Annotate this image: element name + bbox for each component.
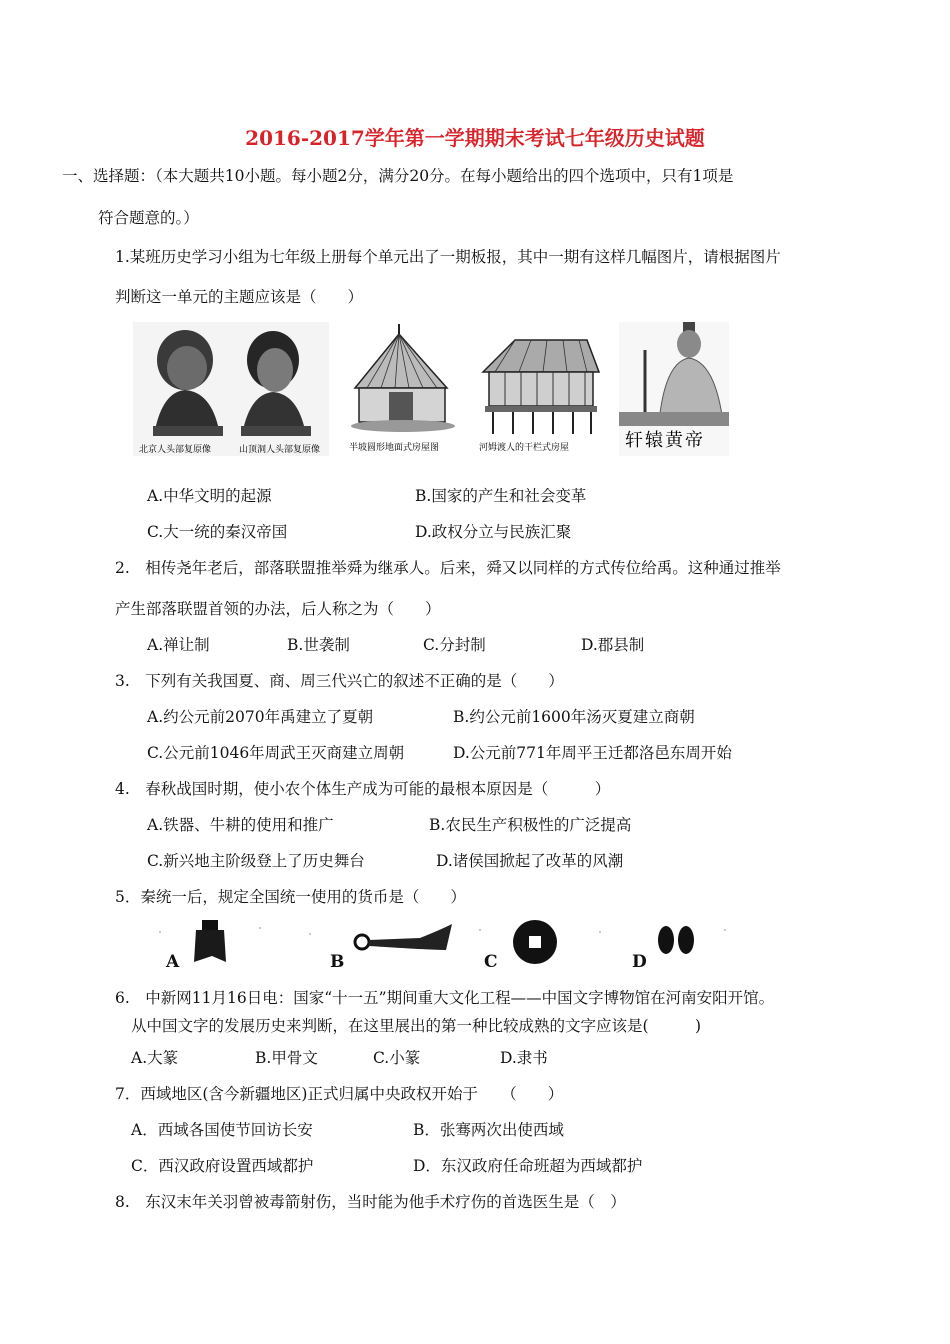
coin-a-spade-icon: [202, 920, 218, 930]
q4-option-b[interactable]: B.农民生产积极性的广泛提高: [429, 816, 632, 834]
caption-banpo-house: 半坡圆形地面式房屋图: [349, 443, 440, 453]
q7-stem: 7．西域地区(含今新疆地区)正式归属中央政权开始于 （ ）: [115, 1085, 564, 1103]
q1-stem: 1.某班历史学习小组为七年级上册每个单元出了一期板报，其中一期有这样几幅图片，请根据图片: [115, 248, 781, 266]
q1-figures: [133, 322, 733, 460]
q7-option-a[interactable]: A．西域各国使节回访长安: [131, 1121, 313, 1139]
q1-option-a[interactable]: A.中华文明的起源: [147, 487, 272, 505]
caption-hemudu-house: 河姆渡人的干栏式房屋: [479, 443, 570, 453]
q4-option-a[interactable]: A.铁器、牛耕的使用和推广: [147, 816, 334, 834]
hemudu-house-illustration: [475, 322, 605, 456]
q8-stem: 8. 东汉末年关羽曾被毒箭射伤，当时能为他手术疗伤的首选医生是（ ）: [115, 1193, 626, 1211]
banpo-house-illustration: [347, 322, 469, 456]
caption-beijing-man: 北京人头部复原像: [139, 445, 212, 455]
q2-option-d[interactable]: D.郡县制: [581, 636, 645, 654]
banpo-house-figure: [347, 322, 469, 456]
q7-option-d[interactable]: D．东汉政府任命班超为西域都护: [413, 1157, 643, 1175]
coin-label-d[interactable]: D: [632, 952, 647, 972]
q7-option-c[interactable]: C．西汉政府设置西域都护: [131, 1157, 314, 1175]
coin-label-a[interactable]: A: [166, 952, 180, 972]
q4-option-c[interactable]: C.新兴地主阶级登上了历史舞台: [147, 852, 365, 870]
q6-stem-cont: 从中国文字的发展历史来判断，在这里展出的第一种比较成熟的文字应该是( ): [131, 1017, 702, 1035]
q2-stem: 2. 相传尧年老后，部落联盟推举舜为继承人。后来，舜又以同样的方式传位给禹。这种通过推举: [115, 559, 781, 577]
q6-stem: 6. 中新网11月16日电：国家“十一五”期间重大文化工程——中国文字博物馆在河南安阳开馆。: [115, 989, 775, 1007]
q2-option-a[interactable]: A.禅让制: [147, 636, 210, 654]
q3-stem: 3. 下列有关我国夏、商、周三代兴亡的叙述不正确的是（ ）: [115, 672, 564, 690]
q6-option-a[interactable]: A.大篆: [131, 1049, 179, 1067]
coin-illustrations: [140, 912, 740, 974]
q4-stem: 4. 春秋战国时期，使小农个体生产成为可能的最根本原因是（ ）: [115, 780, 611, 798]
coin-label-c[interactable]: C: [484, 952, 498, 972]
caption-yellow-emperor: 轩辕黄帝: [625, 430, 705, 451]
q1-option-d[interactable]: D.政权分立与民族汇聚: [415, 523, 572, 541]
q4-option-d[interactable]: D.诸侯国掀起了改革的风潮: [436, 852, 624, 870]
q3-option-d[interactable]: D.公元前771年周平王迁都洛邑东周开始: [453, 744, 732, 762]
section-heading-cont: 符合题意的。）: [98, 209, 199, 227]
yellow-emperor-figure: [619, 322, 729, 456]
q6-option-d[interactable]: D.隶书: [500, 1049, 548, 1067]
bust-illustration: [133, 322, 329, 456]
q6-option-b[interactable]: B.甲骨文: [255, 1049, 318, 1067]
q2-stem-cont: 产生部落联盟首领的办法，后人称之为（ ）: [115, 600, 441, 618]
section-heading: 一、选择题：（本大题共10小题。每小题2分，满分20分。在每小题给出的四个选项中，只有1项是: [62, 167, 734, 185]
q3-option-c[interactable]: C.公元前1046年周武王灭商建立周朝: [147, 744, 405, 762]
q2-option-c[interactable]: C.分封制: [423, 636, 486, 654]
coin-b-knife-icon: [355, 935, 369, 949]
busts-figure: [133, 322, 329, 456]
q5-coin-figures: [140, 912, 740, 974]
q5-stem: 5．秦统一后，规定全国统一使用的货币是（ ）: [115, 888, 466, 906]
q6-option-c[interactable]: C.小篆: [373, 1049, 421, 1067]
q2-option-b[interactable]: B.世袭制: [287, 636, 350, 654]
coin-d-antnose-icon: [658, 926, 674, 954]
q3-option-a[interactable]: A.约公元前2070年禹建立了夏朝: [147, 708, 374, 726]
caption-upper-cave-man: 山顶洞人头部复原像: [239, 445, 321, 455]
coin-label-b[interactable]: B: [330, 952, 345, 972]
q1-option-c[interactable]: C.大一统的秦汉帝国: [147, 523, 288, 541]
q1-option-b[interactable]: B.国家的产生和社会变革: [415, 487, 587, 505]
hemudu-house-figure: [475, 322, 605, 456]
page-title: 2016-2017学年第一学期期末考试七年级历史试题: [245, 126, 705, 150]
q7-option-b[interactable]: B．张骞两次出使西域: [413, 1121, 564, 1139]
q3-option-b[interactable]: B.约公元前1600年汤灭夏建立商朝: [453, 708, 695, 726]
q1-stem-cont: 判断这一单元的主题应该是（ ）: [115, 288, 364, 306]
